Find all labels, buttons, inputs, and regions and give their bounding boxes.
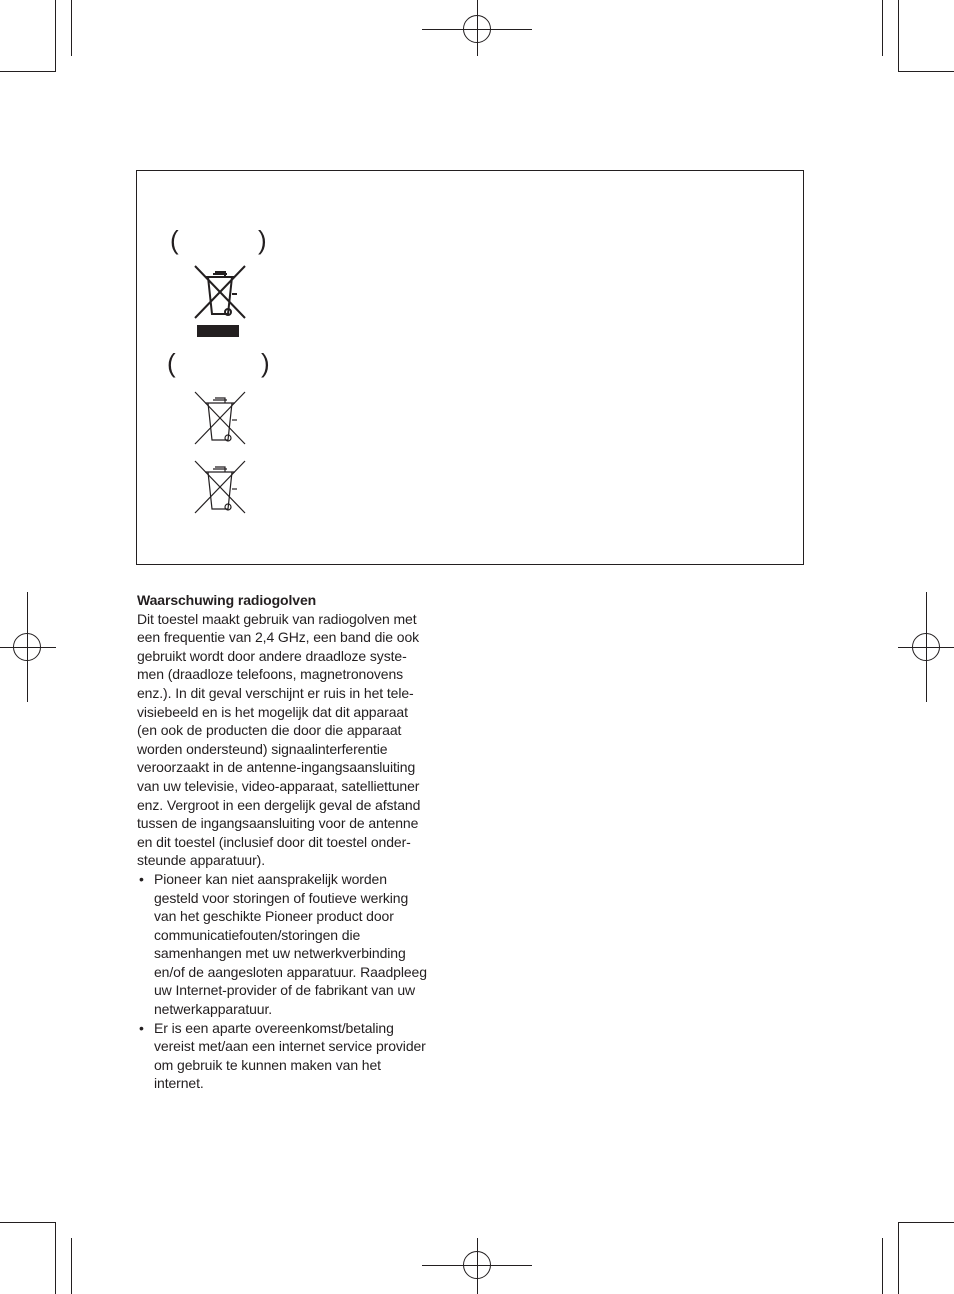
crop-mark-line xyxy=(898,1222,899,1294)
crossed-out-wheelie-bin-icon xyxy=(193,390,247,446)
crop-mark-line xyxy=(882,1238,883,1294)
registration-target-icon xyxy=(463,15,491,43)
open-parenthesis: ( xyxy=(170,225,179,255)
warning-paragraph: Dit toestel maakt gebruik van radiogolven met een frequentie van 2,4 GHz, een band die ook gebruikt wordt door andere draadloze syste- men (draadloze telefoons, magnetronovens enz.). In dit geval verschijnt er ruis in het tele- visiebeeld en is het mogelijk dat dit apparaat (en ook de producten die door die apparaat worden ondersteund) signaalinterferentie veroorzaakt in de antenne-ingangsaansluiting van uw televisie, video-apparaat, satelliettuner enz. Vergroot in een dergelijk geval de afstand tussen de ingangsaansluiting voor de antenne en dit toestel (inclusief door dit toestel onder- steunde apparatuur). xyxy=(137,610,421,869)
section-heading: Waarschuwing radiogolven xyxy=(137,592,317,608)
warning-bullet-list xyxy=(137,870,457,1093)
crop-mark-line xyxy=(898,71,954,72)
crop-mark-line xyxy=(882,0,883,56)
crop-mark-line xyxy=(0,71,56,72)
crop-mark-line xyxy=(55,0,56,72)
registration-target-icon xyxy=(912,633,940,661)
registration-target-icon xyxy=(13,633,41,661)
weee-disposal-panel xyxy=(136,170,804,565)
crop-mark-line xyxy=(898,0,899,72)
open-parenthesis: ( xyxy=(167,348,176,378)
black-bar-icon xyxy=(197,325,239,337)
crossed-out-wheelie-bin-icon xyxy=(193,459,247,515)
list-item: • Er is een aparte overeenkomst/betaling vereist met/aan een internet service provider om gebruik te kunnen maken van het internet. xyxy=(137,1019,457,1093)
crop-mark-line xyxy=(0,1222,56,1223)
radio-wave-warning-section xyxy=(137,591,457,1093)
crop-mark-line xyxy=(71,1238,72,1294)
close-parenthesis: ) xyxy=(258,225,267,255)
crossed-out-wheelie-bin-icon xyxy=(193,264,247,320)
crop-mark-line xyxy=(71,0,72,56)
crop-mark-line xyxy=(898,1222,954,1223)
crop-mark-line xyxy=(55,1222,56,1294)
close-parenthesis: ) xyxy=(261,348,270,378)
list-item: • Pioneer kan niet aansprakelijk worden gesteld voor storingen of foutieve werking van het geschikte Pioneer product door communicatiefouten/storingen die samenhangen met uw netwerkverbinding en/of de aangesloten apparatuur. Raadpleeg uw Internet-provider of de fabrikant van uw netwerkapparatuur. xyxy=(137,870,457,1019)
registration-target-icon xyxy=(463,1251,491,1279)
